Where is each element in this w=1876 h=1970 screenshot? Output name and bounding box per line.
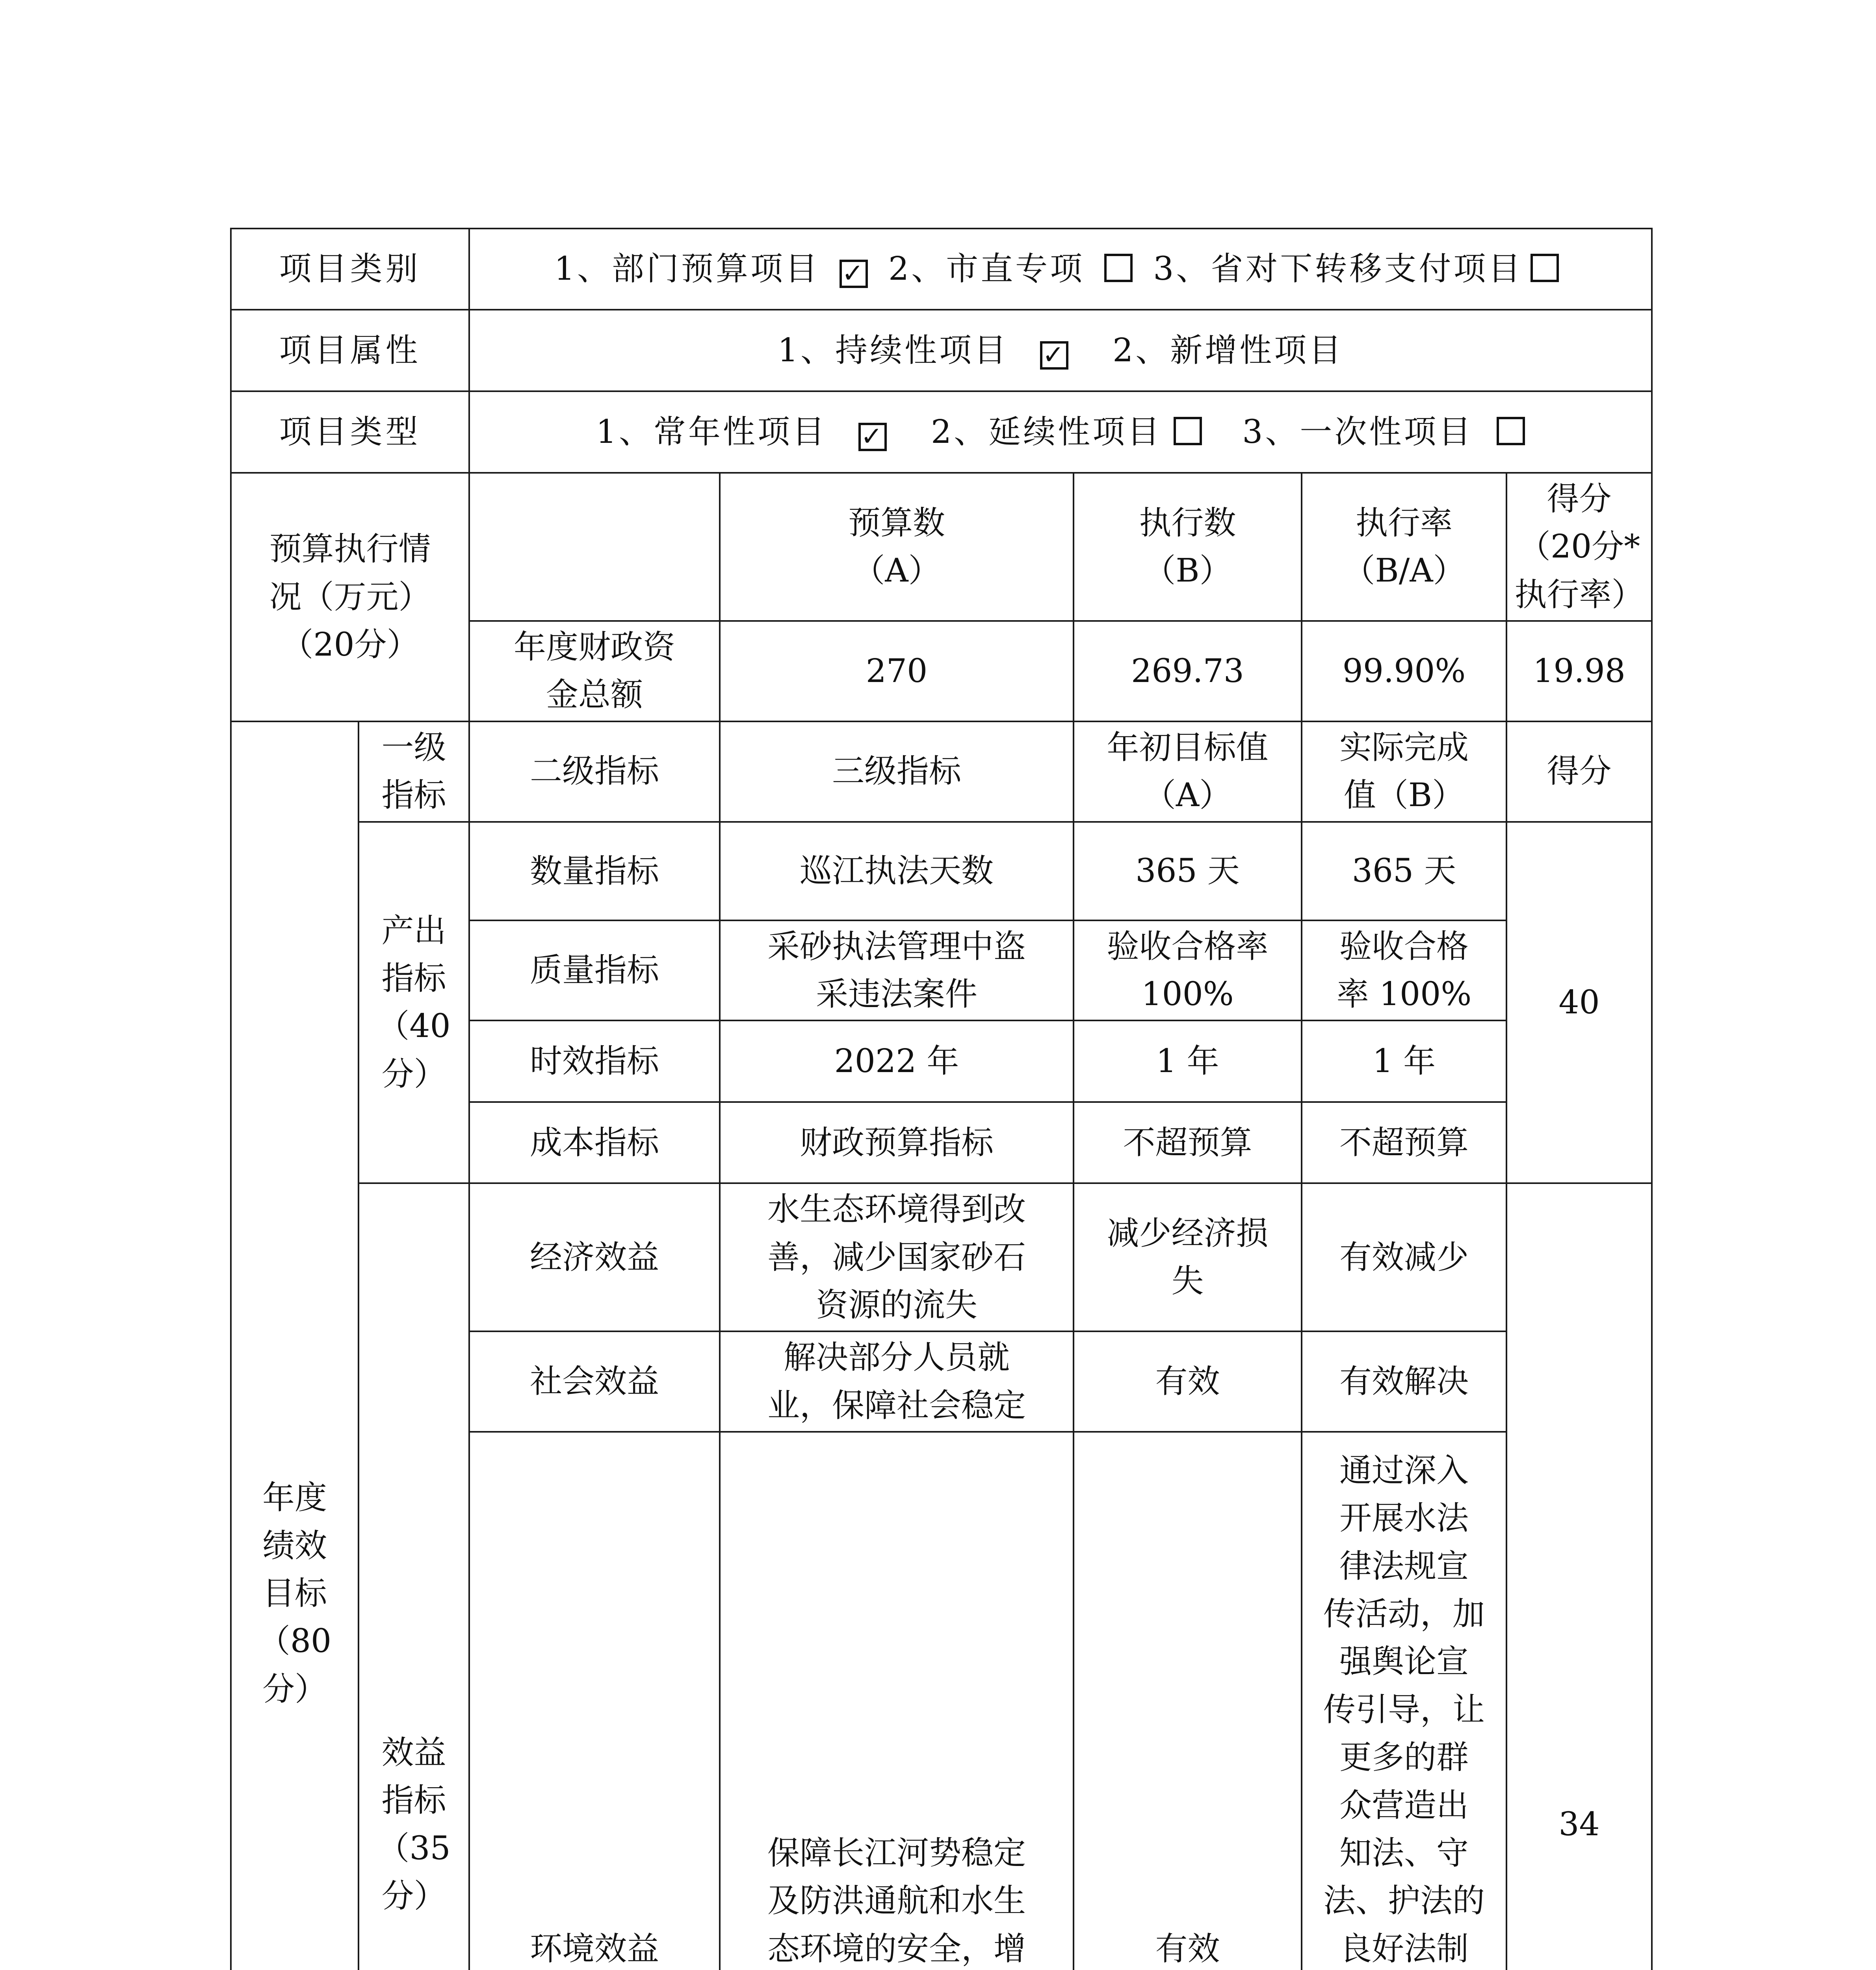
economic-detail bbox=[720, 1183, 1074, 1331]
cost-name: 成本指标 bbox=[469, 1102, 720, 1183]
output-l1: 产出 bbox=[381, 912, 446, 950]
benefit-l2: 指标 bbox=[381, 1782, 446, 1819]
checkbox-empty-icon[interactable] bbox=[1174, 417, 1202, 445]
row-economic bbox=[231, 1183, 1652, 1331]
environment-detail-lines bbox=[727, 1829, 1066, 1970]
col-exec-amount bbox=[1074, 473, 1302, 621]
hdr-target-l2: （A） bbox=[1143, 777, 1232, 814]
economic-target-l1: 减少经济损 bbox=[1107, 1214, 1269, 1252]
col-budget-amount-l2: （A） bbox=[853, 552, 941, 590]
hdr-level1 bbox=[358, 721, 469, 822]
quantity-target: 365 天 bbox=[1074, 822, 1302, 920]
benefit-l3: （35 bbox=[377, 1829, 451, 1867]
social-target: 有效 bbox=[1074, 1331, 1302, 1432]
row-budget-header bbox=[231, 473, 1652, 621]
social-name: 社会效益 bbox=[469, 1331, 720, 1432]
annual-goal-label bbox=[231, 721, 358, 1970]
quality-actual-l2: 率 100% bbox=[1336, 975, 1472, 1013]
row-project-attribute bbox=[231, 310, 1652, 391]
budget-label bbox=[231, 473, 469, 721]
social-actual: 有效解决 bbox=[1302, 1331, 1506, 1432]
col-exec-amount-l1: 执行数 bbox=[1139, 504, 1236, 542]
cost-detail: 财政预算指标 bbox=[720, 1102, 1074, 1183]
hdr-actual-l2: 值（B） bbox=[1343, 777, 1465, 814]
environment-actual-line: 传引导，让 bbox=[1323, 1691, 1485, 1728]
quality-target bbox=[1074, 920, 1302, 1021]
project-category-opt2: 2、市直专项 bbox=[888, 250, 1085, 288]
performance-table bbox=[230, 228, 1653, 1970]
social-detail-l2: 业，保障社会稳定 bbox=[767, 1386, 1026, 1424]
col-exec-amount-l2: （B） bbox=[1143, 552, 1232, 590]
environment-actual-line: 知法、守 bbox=[1339, 1834, 1469, 1872]
row-project-category bbox=[231, 229, 1652, 310]
benefit-score: 34 bbox=[1506, 1183, 1652, 1970]
timeliness-target: 1 年 bbox=[1074, 1020, 1302, 1102]
cost-target: 不超预算 bbox=[1074, 1102, 1302, 1183]
quantity-name: 数量指标 bbox=[469, 822, 720, 920]
environment-actual-line: 良好法制 bbox=[1339, 1930, 1469, 1968]
hdr-score: 得分 bbox=[1506, 721, 1652, 822]
budget-row-label bbox=[469, 621, 720, 721]
project-attribute-opt2: 2、新增性项目 bbox=[1113, 331, 1344, 369]
environment-detail bbox=[720, 1432, 1074, 1970]
budget-row-label-l1: 年度财政资 bbox=[514, 628, 676, 666]
annual-goal-l3: 目标 bbox=[262, 1574, 327, 1612]
hdr-level1-l2: 指标 bbox=[381, 777, 446, 814]
row-performance-header bbox=[231, 721, 1652, 822]
project-type-opt3: 3、一次性项目 bbox=[1242, 413, 1473, 451]
quantity-actual: 365 天 bbox=[1302, 822, 1506, 920]
annual-goal-l4: （80 bbox=[258, 1622, 332, 1660]
social-detail-l1: 解决部分人员就 bbox=[784, 1339, 1010, 1377]
environment-detail-line: 及防洪通航和水生 bbox=[767, 1882, 1026, 1920]
quality-target-l2: 100% bbox=[1141, 975, 1234, 1013]
project-category-options bbox=[469, 229, 1652, 310]
checkbox-checked-icon[interactable]: ✓ bbox=[858, 423, 887, 451]
hdr-actual bbox=[1302, 721, 1506, 822]
budget-label-line1: 预算执行情 bbox=[269, 530, 431, 568]
col-budget-amount bbox=[720, 473, 1074, 621]
checkbox-empty-icon[interactable] bbox=[1531, 254, 1559, 282]
social-detail bbox=[720, 1331, 1074, 1432]
environment-detail-line: 保障长江河势稳定 bbox=[767, 1834, 1026, 1872]
quality-actual-l1: 验收合格 bbox=[1339, 927, 1469, 965]
budget-row-label-l2: 金总额 bbox=[546, 676, 643, 714]
hdr-actual-l1: 实际完成 bbox=[1339, 729, 1469, 766]
checkbox-empty-icon[interactable] bbox=[1104, 254, 1133, 282]
quality-actual bbox=[1302, 920, 1506, 1021]
environment-actual-line: 传活动，加 bbox=[1323, 1595, 1485, 1633]
economic-detail-l2: 善，减少国家砂石 bbox=[767, 1238, 1026, 1276]
environment-actual-line: 通过深入 bbox=[1339, 1452, 1469, 1490]
col-budget-score-l2: （20分*执行率） bbox=[1514, 528, 1644, 613]
col-exec-rate-l1: 执行率 bbox=[1356, 504, 1453, 542]
col-budget-score-l1: 得分 bbox=[1547, 480, 1612, 518]
environment-actual-line: 强舆论宣 bbox=[1339, 1643, 1469, 1681]
benefit-l1: 效益 bbox=[381, 1734, 446, 1772]
project-type-opt2: 2、延续性项目 bbox=[931, 413, 1162, 451]
project-category-opt1: 1、部门预算项目 bbox=[554, 250, 820, 288]
timeliness-actual: 1 年 bbox=[1302, 1020, 1506, 1102]
benefit-indicator-label bbox=[358, 1183, 469, 1970]
environment-actual-line: 开展水法 bbox=[1339, 1500, 1469, 1537]
quality-detail-l1: 采砂执法管理中盗 bbox=[767, 927, 1026, 965]
project-category-label: 项目类别 bbox=[231, 229, 469, 310]
row-project-type bbox=[231, 391, 1652, 473]
exec-amount-value: 269.73 bbox=[1074, 621, 1302, 721]
quality-detail bbox=[720, 920, 1074, 1021]
environment-name: 环境效益 bbox=[469, 1432, 720, 1970]
environment-actual bbox=[1302, 1432, 1506, 1970]
output-l4: 分） bbox=[381, 1055, 446, 1093]
project-attribute-options bbox=[469, 310, 1652, 391]
environment-actual-lines bbox=[1309, 1447, 1499, 1970]
annual-goal-l2: 绩效 bbox=[262, 1527, 327, 1565]
economic-detail-l1: 水生态环境得到改 bbox=[767, 1191, 1026, 1228]
project-type-opt1: 1、常年性项目 bbox=[596, 413, 827, 451]
col-exec-rate-l2: （B/A） bbox=[1343, 552, 1466, 590]
col-budget-score bbox=[1506, 473, 1652, 621]
project-type-options bbox=[469, 391, 1652, 473]
hdr-target-l1: 年初目标值 bbox=[1107, 729, 1269, 766]
budget-label-line3: （20分） bbox=[281, 626, 419, 664]
output-indicator-label bbox=[358, 822, 469, 1184]
project-attribute-opt1: 1、持续性项目 bbox=[777, 331, 1009, 369]
project-type-label: 项目类型 bbox=[231, 391, 469, 473]
economic-detail-l3: 资源的流失 bbox=[816, 1286, 978, 1324]
row-quantity bbox=[231, 822, 1652, 920]
col-budget-amount-l1: 预算数 bbox=[848, 504, 945, 542]
hdr-target bbox=[1074, 721, 1302, 822]
environment-detail-line: 态环境的安全，增 bbox=[767, 1930, 1026, 1968]
col-exec-rate bbox=[1302, 473, 1506, 621]
environment-actual-line: 法、护法的 bbox=[1323, 1882, 1485, 1920]
checkbox-checked-icon[interactable]: ✓ bbox=[840, 260, 868, 288]
budget-score-value: 19.98 bbox=[1506, 621, 1652, 721]
project-category-opt3: 3、省对下转移支付项目 bbox=[1153, 250, 1523, 288]
quality-target-l1: 验收合格率 bbox=[1107, 927, 1269, 965]
environment-target: 有效 bbox=[1074, 1432, 1302, 1970]
economic-target-l2: 失 bbox=[1171, 1262, 1204, 1300]
quality-detail-l2: 采违法案件 bbox=[816, 975, 978, 1013]
budget-label-line2: 况（万元） bbox=[269, 578, 431, 616]
output-score: 40 bbox=[1506, 822, 1652, 1184]
timeliness-detail: 2022 年 bbox=[720, 1020, 1074, 1102]
project-attribute-label: 项目属性 bbox=[231, 310, 469, 391]
budget-empty-cell bbox=[469, 473, 720, 621]
economic-name: 经济效益 bbox=[469, 1183, 720, 1331]
annual-goal-l5: 分） bbox=[262, 1670, 327, 1708]
benefit-l4: 分） bbox=[381, 1877, 446, 1915]
environment-actual-line: 更多的群 bbox=[1339, 1739, 1469, 1777]
hdr-level2: 二级指标 bbox=[469, 721, 720, 822]
cost-actual: 不超预算 bbox=[1302, 1102, 1506, 1183]
checkbox-checked-icon[interactable]: ✓ bbox=[1040, 341, 1068, 370]
economic-target bbox=[1074, 1183, 1302, 1331]
timeliness-name: 时效指标 bbox=[469, 1020, 720, 1102]
hdr-level3: 三级指标 bbox=[720, 721, 1074, 822]
annual-goal-l1: 年度 bbox=[262, 1479, 327, 1517]
quality-name: 质量指标 bbox=[469, 920, 720, 1021]
checkbox-empty-icon[interactable] bbox=[1497, 417, 1525, 445]
environment-actual-line: 律法规宣 bbox=[1339, 1547, 1469, 1585]
quantity-detail: 巡江执法天数 bbox=[720, 822, 1074, 920]
economic-actual: 有效减少 bbox=[1302, 1183, 1506, 1331]
exec-rate-value: 99.90% bbox=[1302, 621, 1506, 721]
output-l3: （40 bbox=[377, 1007, 451, 1045]
environment-actual-line: 众营造出 bbox=[1339, 1786, 1469, 1824]
hdr-level1-l1: 一级 bbox=[381, 729, 446, 766]
budget-amount-value: 270 bbox=[720, 621, 1074, 721]
output-l2: 指标 bbox=[381, 960, 446, 998]
